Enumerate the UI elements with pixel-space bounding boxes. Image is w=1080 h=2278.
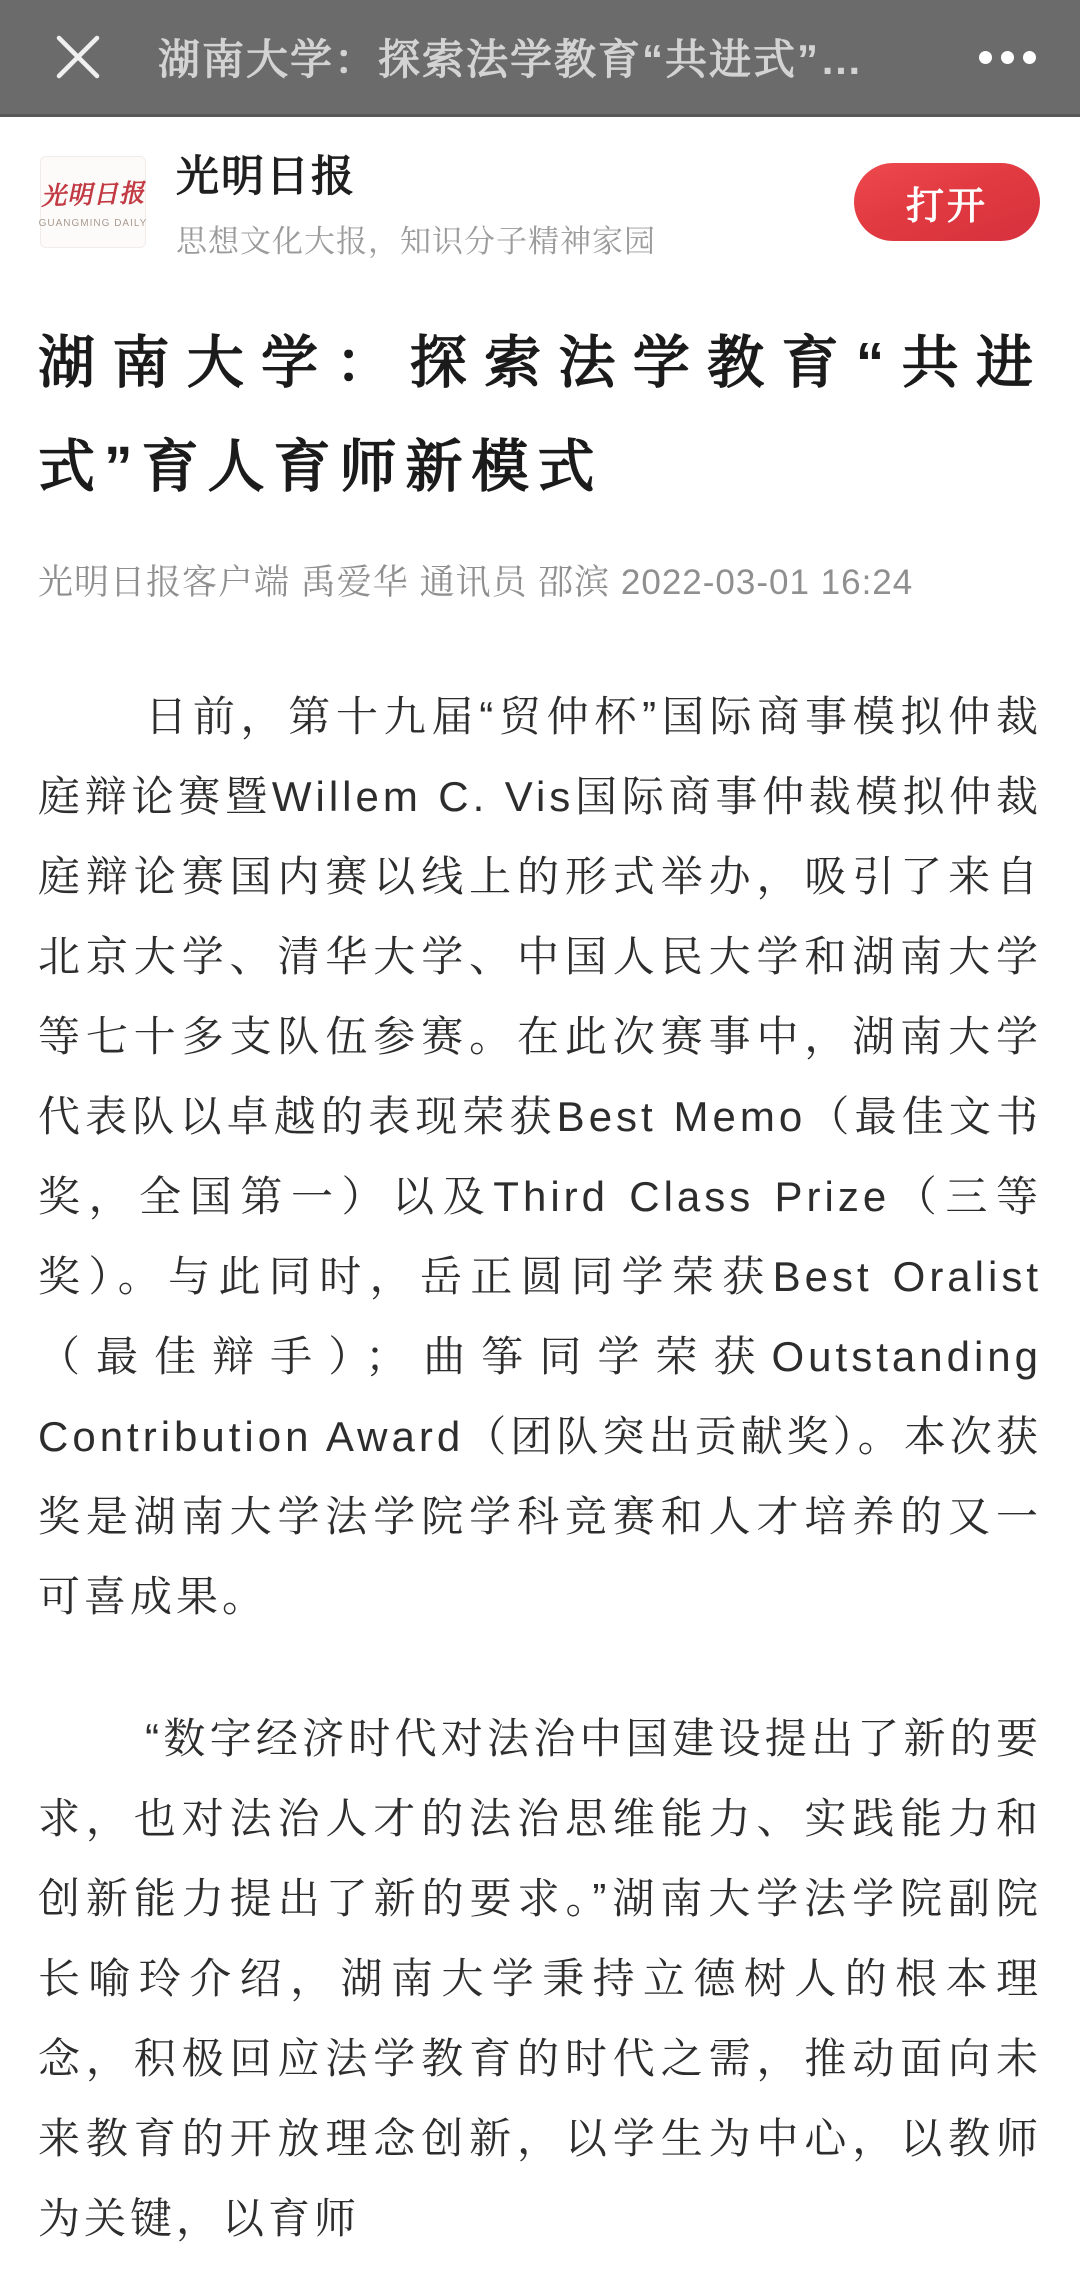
publisher-logo-caption: GUANGMING DAILY — [38, 218, 148, 229]
publisher-logo-script: 光明日报 — [40, 178, 146, 211]
article — [0, 311, 1080, 2259]
close-icon[interactable] — [50, 29, 106, 85]
article-paragraph: 日前，第十九届“贸仲杯”国际商事模拟仲裁庭辩论赛暨Willem C. Vis国际商事仲裁模拟仲裁庭辩论赛国内赛以线上的形式举办，吸引了来自北京大学、清华大学、中国人民大学和湖南大学等七十多支队伍参赛。在此次赛事中，湖南大学代表队以卓越的表现荣获Best Memo（最佳文书奖，全国第一）以及Third Class Prize（三等奖）。与此同时，岳正圆同学荣获Best Oralist（最佳辩手）；曲筝同学荣获Outstanding Contribution Award（团队突出贡献奖）。本次获奖是湖南大学法学院学科竞赛和人才培养的又一可喜成果。 — [38, 693, 1042, 1620]
more-menu-icon[interactable] — [975, 41, 1040, 74]
article-title: 湖南大学：探索法学教育“共进式”育人育师新模式 — [38, 331, 1042, 499]
publisher-logo — [40, 156, 146, 248]
article-body — [38, 677, 1042, 2259]
browser-page-title: 湖南大学：探索法学教育“共进式”… — [158, 36, 865, 83]
open-app-button[interactable]: 打开 — [854, 163, 1040, 241]
publisher-header — [0, 117, 1080, 289]
article-byline: 光明日报客户端 禹爱华 通讯员 邵滨 2022-03-01 16:24 — [38, 563, 914, 602]
publisher-tagline: 思想文化大报，知识分子精神家园 — [176, 224, 656, 259]
browser-topbar — [0, 0, 1080, 117]
article-paragraph: “数字经济时代对法治中国建设提出了新的要求，也对法治人才的法治思维能力、实践能力和创新能力提出了新的要求。”湖南大学法学院副院长喻玲介绍，湖南大学秉持立德树人的根本理念，积极回应法学教育的时代之需，推动面向未来教育的开放理念创新，以学生为中心，以教师为关键，以育师 — [38, 1715, 1042, 2242]
publisher-name: 光明日报 — [176, 153, 356, 201]
publisher-meta — [176, 143, 854, 261]
